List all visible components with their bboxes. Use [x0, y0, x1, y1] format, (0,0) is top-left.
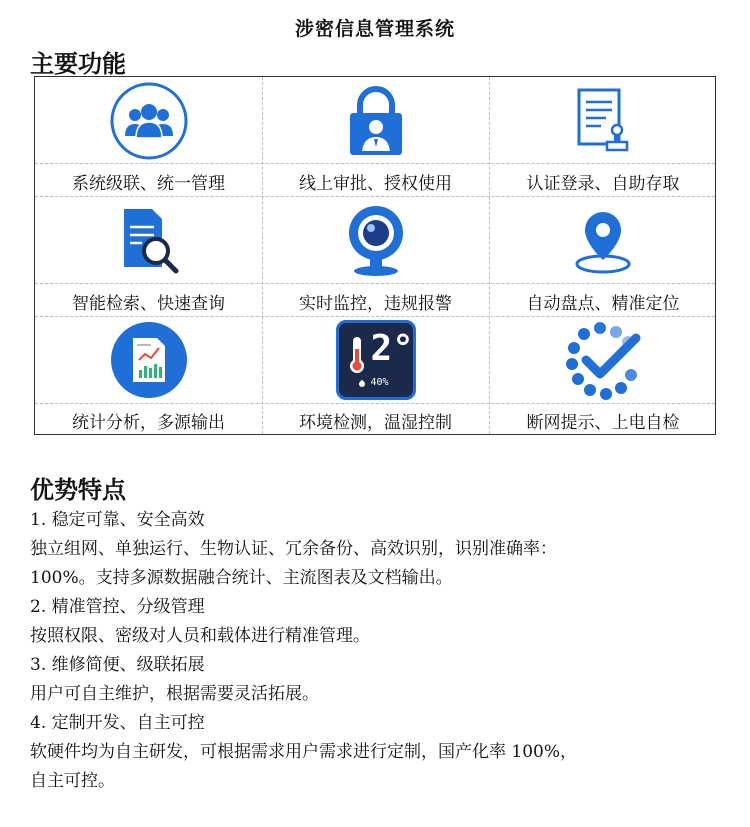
- function-cell: [35, 77, 262, 196]
- temperature-readout: 2°: [370, 328, 414, 369]
- thermometer-display-icon: [262, 318, 489, 402]
- function-cell: [489, 77, 717, 196]
- functions-grid: [34, 76, 716, 435]
- advantage-text: 用户可自主维护，根据需要灵活拓展。: [30, 684, 319, 704]
- function-cell: [489, 196, 717, 316]
- function-label: 实时监控，违规报警: [299, 294, 452, 314]
- advantage-text: 自主可控。: [30, 771, 115, 791]
- function-label: 断网提示、上电自检: [526, 413, 680, 433]
- function-label: 线上审批、授权使用: [299, 174, 452, 194]
- advantage-text: 按照权限、密级对人员和载体进行精准管理。: [30, 626, 370, 646]
- humidity-readout: 40%: [370, 377, 389, 388]
- function-cell: [262, 196, 489, 316]
- function-label: 自动盘点、精准定位: [526, 294, 680, 314]
- droplet-icon: [357, 380, 365, 388]
- function-cell: [35, 196, 262, 316]
- users-group-icon: [35, 81, 262, 161]
- check-circle-icon: [489, 318, 717, 402]
- document-search-icon: [35, 200, 262, 282]
- function-label: 认证登录、自助存取: [526, 174, 680, 194]
- advantage-heading-1: 1. 稳定可靠、安全高效: [30, 510, 205, 530]
- webcam-icon: [262, 200, 489, 282]
- function-label: 环境检测，温湿控制: [299, 413, 452, 433]
- advantage-text: 软硬件均为自主研发，可根据需求用户需求进行定制，国产化率 100%，: [30, 742, 578, 762]
- function-label: 智能检索、快速查询: [72, 294, 225, 314]
- function-label: 系统级联、统一管理: [72, 174, 225, 194]
- function-cell: [35, 316, 262, 436]
- advantage-heading-2: 2. 精准管控、分级管理: [30, 597, 205, 617]
- function-cell: [489, 316, 717, 436]
- advantages-body: [30, 506, 730, 796]
- function-cell: [262, 316, 489, 436]
- advantages-heading: 优势特点: [30, 475, 126, 504]
- function-cell: [262, 77, 489, 196]
- advantage-heading-4: 4. 定制开发、自主可控: [30, 713, 205, 733]
- report-chart-icon: [35, 318, 262, 402]
- function-label: 统计分析，多源输出: [72, 413, 225, 433]
- advantage-text: 100%。支持多源数据融合统计、主流图表及文档输出。: [30, 568, 453, 588]
- padlock-user-icon: [262, 81, 489, 161]
- location-pin-icon: [489, 200, 717, 282]
- document-stamp-icon: [489, 81, 717, 161]
- advantage-heading-3: 3. 维修简便、级联拓展: [30, 655, 205, 675]
- functions-heading: 主要功能: [30, 49, 126, 78]
- document-title: 涉密信息管理系统: [294, 18, 455, 40]
- advantage-text: 独立组网、单独运行、生物认证、冗余备份、高效识别，识别准确率：: [30, 539, 557, 559]
